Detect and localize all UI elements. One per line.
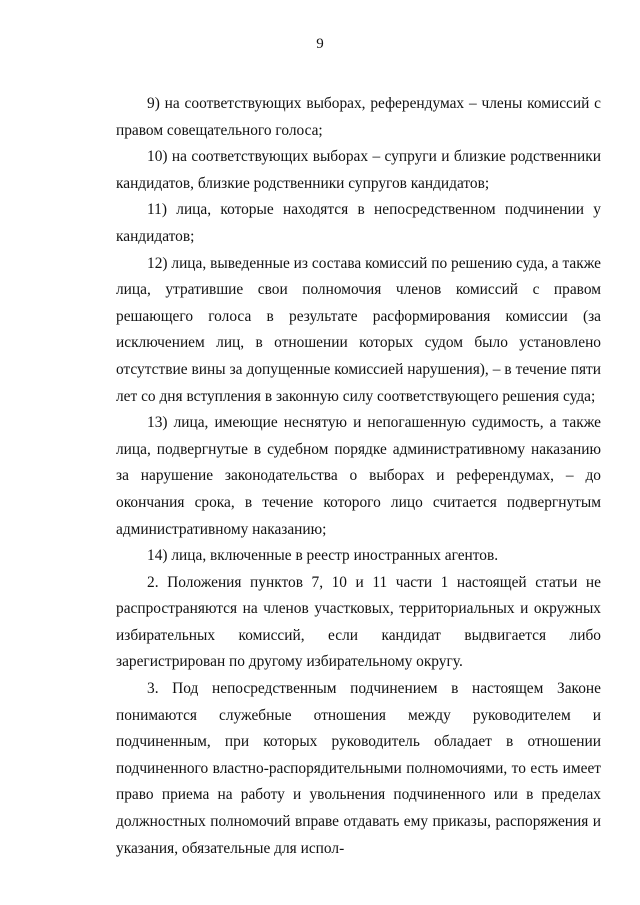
clause-3: 3. Под непосредственным подчинением в настоящем Законе понимаются служебные отношения между руководителем и подчиненным, при которых руководитель обладает в отношении подчиненного властно-распорядительными полномочиями, то есть имеет право приема на работу и увольнения подчиненного или в пределах должностных полномочий вправе отдавать ему приказы, распоряжения и указания, обязательные для испол- (116, 680, 601, 857)
document-body (116, 91, 601, 862)
list-item-10: 10) на соответствующих выборах – супруги и близкие родственники кандидатов, близкие родственники супругов кандидатов; (116, 148, 601, 192)
list-item-9: 9) на соответствующих выборах, референдумах – члены комиссий с правом совещательного голоса; (116, 95, 601, 139)
list-item-11: 11) лица, которые находятся в непосредственном подчинении у кандидатов; (116, 201, 601, 245)
list-item-14: 14) лица, включенные в реестр иностранных агентов. (147, 547, 499, 565)
list-item-13: 13) лица, имеющие неснятую и непогашенную судимость, а также лица, подвергнутые в судебном порядке административному наказанию за нарушение законодательства о выборах и референдумах, – до окончания срока, в течение которого лицо считается подвергнутым административному наказанию; (116, 414, 601, 538)
page-number: 9 (316, 36, 324, 52)
clause-2: 2. Положения пунктов 7, 10 и 11 части 1 настоящей статьи не распространяются на членов участковых, территориальных и окружных избирательных комиссий, если кандидат выдвигается либо зарегистрирован по другому избирательному округу. (116, 573, 601, 671)
list-item-12: 12) лица, выведенные из состава комиссий по решению суда, а также лица, утратившие свои полномочия членов комиссий с правом решающего голоса в результате расформирования комиссии (за исключением лиц, в отношении которых судом было установлено отсутствие вины за допущенные комиссией нарушения), – в течение пяти лет со дня вступления в законную силу соответствующего решения суда; (116, 254, 601, 405)
